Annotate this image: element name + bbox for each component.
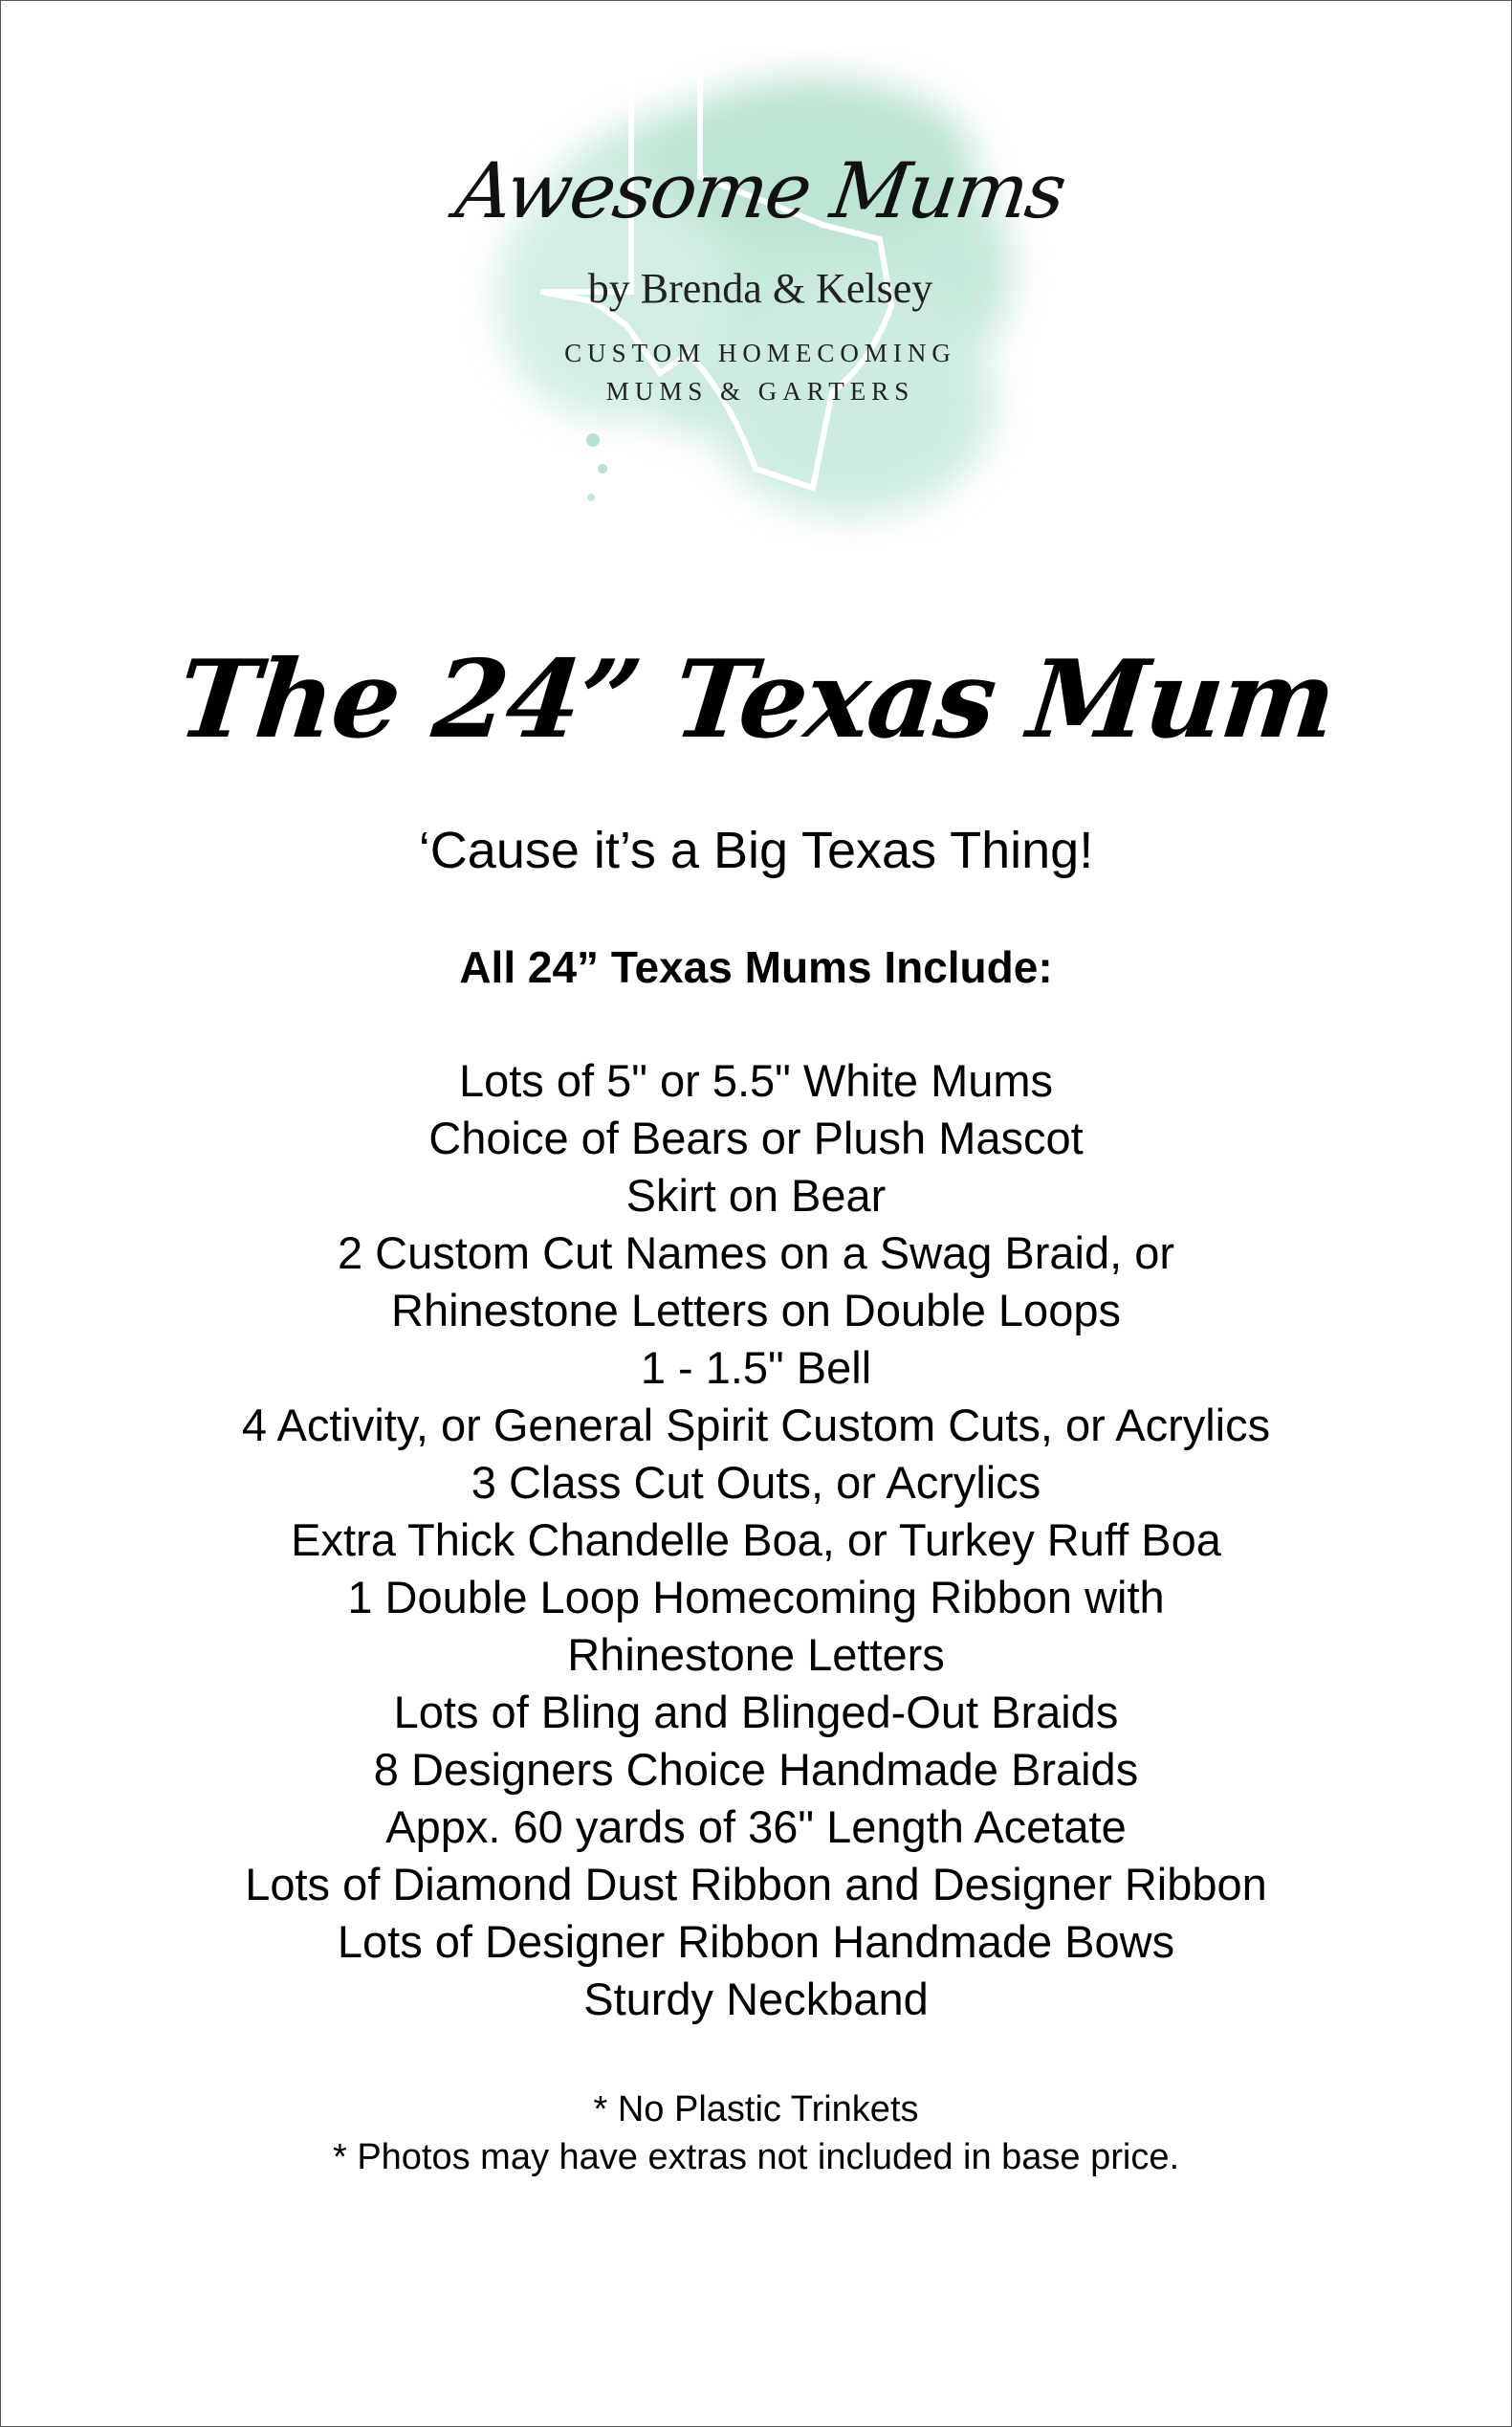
list-item: Lots of Bling and Blinged-Out Braids	[393, 1687, 1119, 1737]
list-item: Sturdy Neckband	[583, 1974, 929, 2024]
logo-brand: Awesome Mums	[450, 146, 1070, 235]
list-item: Rhinestone Letters on Double Loops	[391, 1285, 1121, 1335]
page-title: The 24” Texas Mum	[171, 637, 1341, 762]
list-item: 1 Double Loop Homecoming Ribbon with	[347, 1572, 1165, 1622]
footnote: * No Plastic Trinkets	[593, 2089, 919, 2129]
list-item: 4 Activity, or General Spirit Custom Cuts, or Acrylics	[241, 1400, 1271, 1450]
list-item: Lots of Designer Ribbon Handmade Bows	[337, 1916, 1175, 1967]
list-item: Lots of Diamond Dust Ribbon and Designer Ribbon	[245, 1859, 1267, 1909]
logo-tagline-2: MUMS & GARTERS	[605, 377, 915, 406]
list-item: Appx. 60 yards of 36" Length Acetate	[385, 1801, 1127, 1852]
list-item: Lots of 5" or 5.5" White Mums	[458, 1055, 1054, 1106]
logo-tagline-1: CUSTOM HOMECOMING	[564, 339, 956, 367]
list-item: 1 - 1.5" Bell	[640, 1342, 872, 1393]
list-item: Rhinestone Letters	[567, 1629, 945, 1680]
logo	[449, 48, 1071, 545]
list-item: 2 Custom Cut Names on a Swag Braid, or	[337, 1227, 1175, 1278]
logo-byline: by Brenda & Kelsey	[587, 265, 933, 312]
footnote: * Photos may have extras not included in base price.	[332, 2137, 1180, 2177]
included-items-list	[0, 1052, 1512, 2028]
includes-heading: All 24” Texas Mums Include:	[459, 942, 1053, 992]
list-item: Choice of Bears or Plush Mascot	[428, 1113, 1084, 1163]
subtitle: ‘Cause it’s a Big Texas Thing!	[418, 822, 1094, 879]
list-item: Skirt on Bear	[625, 1170, 887, 1221]
footnotes	[0, 2085, 1512, 2181]
list-item: 8 Designers Choice Handmade Braids	[373, 1744, 1139, 1795]
list-item: Extra Thick Chandelle Boa, or Turkey Ruff Boa	[291, 1514, 1221, 1565]
list-item: 3 Class Cut Outs, or Acrylics	[471, 1457, 1041, 1508]
